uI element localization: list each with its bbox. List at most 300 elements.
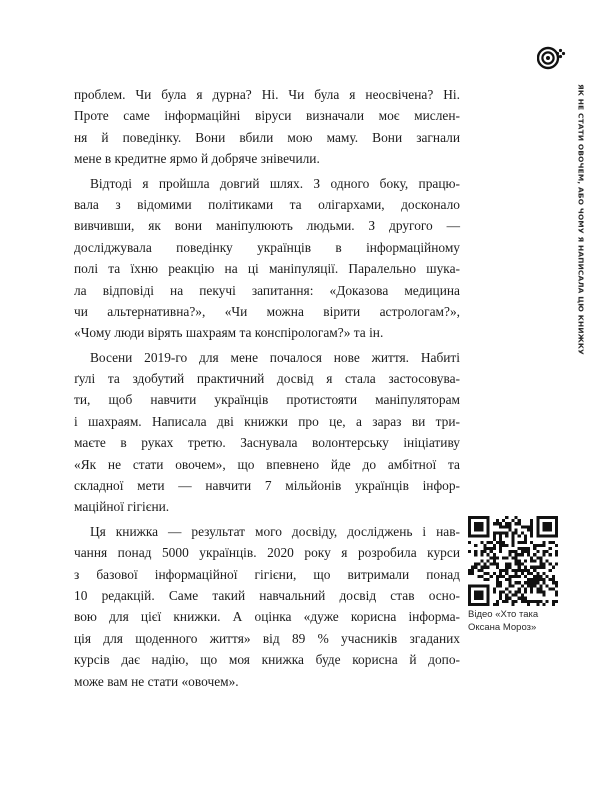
text-line: вою для цієї книжки. А оцінка «дуже корисна інформа-	[74, 609, 460, 625]
qr-module	[502, 519, 505, 522]
qr-module	[480, 597, 483, 600]
qr-module	[511, 550, 514, 553]
text-line: ція для щоденного життя» від 89 % учасників згаданих	[74, 630, 460, 646]
qr-module	[496, 603, 499, 606]
qr-module	[530, 581, 533, 584]
qr-module	[508, 550, 511, 553]
qr-module	[505, 572, 508, 575]
text-line: ґулі та здобутий практичний досвід я стала застосовува-	[74, 371, 460, 387]
qr-module	[555, 594, 558, 597]
qr-module	[477, 590, 480, 593]
qr-module	[530, 566, 533, 569]
text-line: Ця книжка — результат мого досвіду, досліджень і нав-	[90, 523, 460, 539]
qr-module	[515, 528, 518, 531]
qr-module	[474, 516, 477, 519]
qr-module	[505, 535, 508, 538]
qr-module	[533, 559, 536, 562]
qr-module	[511, 535, 514, 538]
qr-module	[521, 563, 524, 566]
qr-module	[474, 563, 477, 566]
qr-module	[493, 532, 496, 535]
text-line: маєте в руках третю. Заснувала волонтерську ініціативу	[74, 435, 460, 451]
qr-module	[480, 522, 483, 525]
qr-module	[484, 544, 487, 547]
text-line: «Чому люди вірять шахраям та конспірологам?» та ін.	[74, 325, 384, 341]
qr-module	[499, 522, 502, 525]
qr-module	[555, 535, 558, 538]
qr-module	[549, 569, 552, 572]
qr-module	[521, 525, 524, 528]
qr-module	[505, 569, 508, 572]
qr-module	[546, 559, 549, 562]
qr-module	[524, 566, 527, 569]
running-header: ЯК НЕ СТАТИ ОВОЧЕМ, АБО ЧОМУ Я НАПИСАЛА ЦЮ КНИЖКУ	[576, 84, 586, 355]
qr-module	[533, 544, 536, 547]
text-line: ла відповіді на пекучі запитання: «Доказова медицина	[74, 282, 460, 298]
qr-module	[490, 575, 493, 578]
qr-module	[533, 584, 536, 587]
qr-module	[474, 584, 477, 587]
qr-module	[549, 525, 552, 528]
qr-module	[536, 556, 539, 559]
text-line: з базової інформаційної гігієни, що витримали понад	[74, 566, 460, 582]
qr-module	[515, 600, 518, 603]
qr-module	[515, 569, 518, 572]
qr-module	[493, 559, 496, 562]
qr-module	[505, 587, 508, 590]
qr-module	[468, 569, 471, 572]
qr-module	[549, 553, 552, 556]
qr-module	[502, 532, 505, 535]
qr-module	[487, 600, 490, 603]
qr-module	[505, 532, 508, 535]
qr-module	[536, 566, 539, 569]
qr-module	[499, 532, 502, 535]
qr-module	[484, 578, 487, 581]
qr-module	[521, 547, 524, 550]
qr-module	[496, 584, 499, 587]
qr-module	[480, 603, 483, 606]
qr-module	[477, 525, 480, 528]
qr-module	[474, 528, 477, 531]
text-line: і шахраям. Написала дві книжки про це, а зараз ви три-	[74, 413, 460, 429]
qr-module	[533, 553, 536, 556]
qr-module	[511, 575, 514, 578]
qr-module	[471, 535, 474, 538]
qr-module	[502, 575, 505, 578]
qr-module	[536, 516, 539, 519]
qr-module	[468, 594, 471, 597]
qr-module	[468, 584, 471, 587]
qr-module	[511, 556, 514, 559]
qr-module	[505, 516, 508, 519]
qr-module	[484, 535, 487, 538]
qr-module	[536, 522, 539, 525]
qr-module	[546, 528, 549, 531]
qr-module	[530, 590, 533, 593]
qr-module	[542, 550, 545, 553]
qr-module	[477, 575, 480, 578]
qr-module	[530, 541, 533, 544]
qr-module	[527, 581, 530, 584]
qr-module	[487, 535, 490, 538]
qr-module	[471, 584, 474, 587]
qr-module	[477, 603, 480, 606]
qr-module	[508, 522, 511, 525]
qr-module	[490, 550, 493, 553]
qr-module	[499, 550, 502, 553]
qr-module	[499, 590, 502, 593]
qr-module	[555, 581, 558, 584]
qr-module	[555, 563, 558, 566]
qr-module	[518, 522, 521, 525]
qr-module	[542, 566, 545, 569]
qr-module	[515, 532, 518, 535]
qr-module	[524, 590, 527, 593]
qr-module	[499, 581, 502, 584]
qr-module	[546, 584, 549, 587]
qr-module	[484, 603, 487, 606]
qr-module	[552, 575, 555, 578]
qr-module	[524, 587, 527, 590]
text-line: складної мети — навчити 7 мільйонів українців інфор-	[74, 478, 460, 494]
qr-module	[480, 516, 483, 519]
qr-module	[546, 516, 549, 519]
qr-module	[474, 522, 477, 525]
qr-module	[518, 575, 521, 578]
text-line: Проте саме інформаційні віруси визначали моє мислен-	[74, 108, 460, 124]
text-line: 10 редакцій. Саме такий навчальний досвід став осно-	[74, 587, 460, 603]
qr-module	[539, 587, 542, 590]
qr-module	[477, 528, 480, 531]
qr-module	[546, 575, 549, 578]
qr-module	[552, 566, 555, 569]
qr-module	[518, 553, 521, 556]
qr-module	[552, 587, 555, 590]
qr-module	[493, 522, 496, 525]
qr-module	[471, 516, 474, 519]
spiral-logo-icon	[537, 44, 567, 72]
qr-module	[468, 597, 471, 600]
qr-module	[524, 559, 527, 562]
qr-module	[511, 594, 514, 597]
qr-module	[487, 528, 490, 531]
qr-module	[496, 541, 499, 544]
qr-module	[555, 516, 558, 519]
qr-module	[542, 572, 545, 575]
qr-module	[527, 553, 530, 556]
qr-module	[477, 584, 480, 587]
paragraph	[74, 521, 460, 692]
qr-module	[542, 578, 545, 581]
qr-module	[536, 600, 539, 603]
qr-module	[542, 535, 545, 538]
qr-module	[552, 581, 555, 584]
qr-module	[515, 522, 518, 525]
qr-module	[511, 519, 514, 522]
qr-module	[555, 525, 558, 528]
qr-module	[533, 575, 536, 578]
qr-module	[499, 535, 502, 538]
qr-module	[499, 584, 502, 587]
qr-module	[536, 572, 539, 575]
qr-module	[555, 532, 558, 535]
qr-module	[536, 528, 539, 531]
qr-module	[536, 550, 539, 553]
qr-module	[536, 525, 539, 528]
qr-module	[521, 541, 524, 544]
qr-module	[542, 541, 545, 544]
qr-module	[542, 594, 545, 597]
qr-caption-line: Відео «Хто така	[468, 609, 539, 620]
qr-module	[487, 553, 490, 556]
qr-module	[505, 525, 508, 528]
qr-module	[552, 516, 555, 519]
qr-module	[487, 559, 490, 562]
qr-module	[555, 550, 558, 553]
qr-module	[499, 575, 502, 578]
qr-module	[555, 600, 558, 603]
qr-module	[539, 559, 542, 562]
qr-module	[508, 563, 511, 566]
qr-module	[508, 597, 511, 600]
text-line: вивчивши, як вони маніпулюють людьми. З другого —	[74, 218, 460, 234]
qr-module	[536, 587, 539, 590]
qr-module	[502, 544, 505, 547]
qr-module	[511, 569, 514, 572]
qr-module	[533, 566, 536, 569]
qr-module	[530, 600, 533, 603]
qr-module	[530, 587, 533, 590]
text-line: проблем. Чи була я дурна? Ні. Чи була я неосвічена? Ні.	[74, 87, 460, 102]
qr-module	[480, 566, 483, 569]
qr-module	[546, 550, 549, 553]
qr-code-icon[interactable]	[468, 516, 558, 606]
qr-module	[468, 522, 471, 525]
qr-module	[505, 544, 508, 547]
qr-module	[546, 535, 549, 538]
qr-module	[487, 594, 490, 597]
qr-module	[487, 578, 490, 581]
qr-module	[499, 544, 502, 547]
qr-module	[536, 590, 539, 593]
qr-module	[468, 587, 471, 590]
text-line: Відтоді я пройшла довгий шлях. З одного боку, працю-	[90, 175, 460, 191]
qr-module	[549, 516, 552, 519]
qr-module	[536, 535, 539, 538]
qr-module	[546, 525, 549, 528]
qr-module	[530, 572, 533, 575]
qr-module	[480, 575, 483, 578]
qr-module	[468, 600, 471, 603]
qr-module	[524, 569, 527, 572]
qr-module	[505, 566, 508, 569]
qr-module	[499, 547, 502, 550]
qr-module	[487, 597, 490, 600]
qr-module	[524, 581, 527, 584]
qr-module	[524, 538, 527, 541]
qr-module	[521, 569, 524, 572]
qr-module	[549, 535, 552, 538]
text-line: досліджувала поведінку українців в інформаційному	[74, 239, 460, 255]
qr-module	[521, 600, 524, 603]
qr-module	[493, 556, 496, 559]
qr-module	[487, 522, 490, 525]
qr-module	[515, 563, 518, 566]
qr-module	[518, 547, 521, 550]
qr-module	[505, 556, 508, 559]
qr-module	[530, 584, 533, 587]
qr-module	[542, 563, 545, 566]
qr-module	[474, 550, 477, 553]
qr-module	[505, 597, 508, 600]
qr-module	[524, 550, 527, 553]
text-line: маційної гігієни.	[74, 499, 170, 515]
qr-module	[521, 550, 524, 553]
qr-caption	[468, 609, 568, 634]
qr-module	[487, 584, 490, 587]
text-line: Восени 2019-го для мене почалося нове життя. Набиті	[90, 349, 460, 365]
qr-module	[533, 600, 536, 603]
qr-module	[521, 597, 524, 600]
qr-module	[508, 581, 511, 584]
qr-module	[530, 559, 533, 562]
qr-module	[474, 590, 477, 593]
qr-module	[530, 532, 533, 535]
qr-module	[530, 522, 533, 525]
qr-module	[477, 569, 480, 572]
qr-module	[480, 584, 483, 587]
qr-module	[511, 544, 514, 547]
qr-module	[521, 553, 524, 556]
qr-module	[552, 535, 555, 538]
qr-module	[502, 569, 505, 572]
qr-module	[490, 541, 493, 544]
qr-module	[474, 597, 477, 600]
qr-module	[518, 597, 521, 600]
qr-module	[552, 541, 555, 544]
qr-module	[468, 516, 471, 519]
text-line: чи альтернативна?», «Чи можна вірити астрологам?»,	[74, 303, 460, 319]
qr-module	[505, 600, 508, 603]
qr-module	[527, 600, 530, 603]
qr-module	[474, 535, 477, 538]
qr-module	[521, 572, 524, 575]
qr-module	[493, 553, 496, 556]
qr-module	[496, 556, 499, 559]
qr-module	[549, 578, 552, 581]
qr-module	[539, 566, 542, 569]
qr-module	[493, 603, 496, 606]
qr-module	[515, 516, 518, 519]
qr-module	[496, 522, 499, 525]
qr-module	[468, 532, 471, 535]
qr-module	[539, 535, 542, 538]
qr-module	[552, 603, 555, 606]
qr-module	[515, 559, 518, 562]
qr-module	[508, 590, 511, 593]
qr-module	[474, 603, 477, 606]
qr-module	[471, 572, 474, 575]
qr-module	[468, 590, 471, 593]
qr-module	[477, 597, 480, 600]
qr-module	[468, 572, 471, 575]
qr-module	[480, 550, 483, 553]
qr-module	[474, 553, 477, 556]
qr-module	[480, 525, 483, 528]
qr-module	[490, 563, 493, 566]
qr-module	[542, 603, 545, 606]
qr-module	[546, 522, 549, 525]
qr-module	[499, 572, 502, 575]
qr-module	[539, 575, 542, 578]
qr-module	[502, 525, 505, 528]
qr-module	[536, 519, 539, 522]
body-text	[74, 84, 460, 692]
text-line: мене в кредитне ярмо й добряче знівечили.	[74, 151, 320, 167]
qr-module	[536, 603, 539, 606]
qr-module	[542, 544, 545, 547]
qr-module	[471, 566, 474, 569]
qr-module	[496, 578, 499, 581]
qr-module	[490, 547, 493, 550]
qr-module	[490, 556, 493, 559]
qr-module	[530, 525, 533, 528]
qr-module	[502, 556, 505, 559]
qr-module	[499, 525, 502, 528]
qr-module	[468, 528, 471, 531]
qr-module	[487, 525, 490, 528]
qr-module	[511, 603, 514, 606]
qr-module	[555, 522, 558, 525]
qr-module	[521, 532, 524, 535]
qr-module	[511, 541, 514, 544]
qr-module	[477, 563, 480, 566]
text-line: ти, щоб навчити українців протистояти маніпуляторам	[74, 392, 460, 408]
qr-module	[508, 578, 511, 581]
qr-module	[508, 575, 511, 578]
qr-module	[542, 525, 545, 528]
qr-module	[496, 519, 499, 522]
qr-module	[499, 594, 502, 597]
qr-module	[530, 578, 533, 581]
qr-module	[515, 575, 518, 578]
qr-module	[555, 584, 558, 587]
qr-module	[499, 541, 502, 544]
qr-module	[496, 532, 499, 535]
text-line: ня й поведінку. Вони вбили мою маму. Вони загнали	[74, 129, 460, 145]
qr-module	[521, 584, 524, 587]
qr-module	[530, 556, 533, 559]
qr-module	[542, 528, 545, 531]
qr-module	[527, 525, 530, 528]
qr-module	[502, 541, 505, 544]
qr-module	[530, 519, 533, 522]
qr-module	[471, 603, 474, 606]
text-line: полі та їхню реакцію на ці маніпуляції. Паралельно шука-	[74, 261, 460, 277]
qr-module	[539, 556, 542, 559]
qr-module	[549, 522, 552, 525]
qr-module	[471, 569, 474, 572]
qr-module	[484, 516, 487, 519]
qr-module	[536, 581, 539, 584]
qr-module	[496, 575, 499, 578]
qr-module	[549, 547, 552, 550]
qr-module	[496, 563, 499, 566]
qr-module	[474, 544, 477, 547]
qr-module	[487, 547, 490, 550]
paragraph	[74, 347, 460, 518]
